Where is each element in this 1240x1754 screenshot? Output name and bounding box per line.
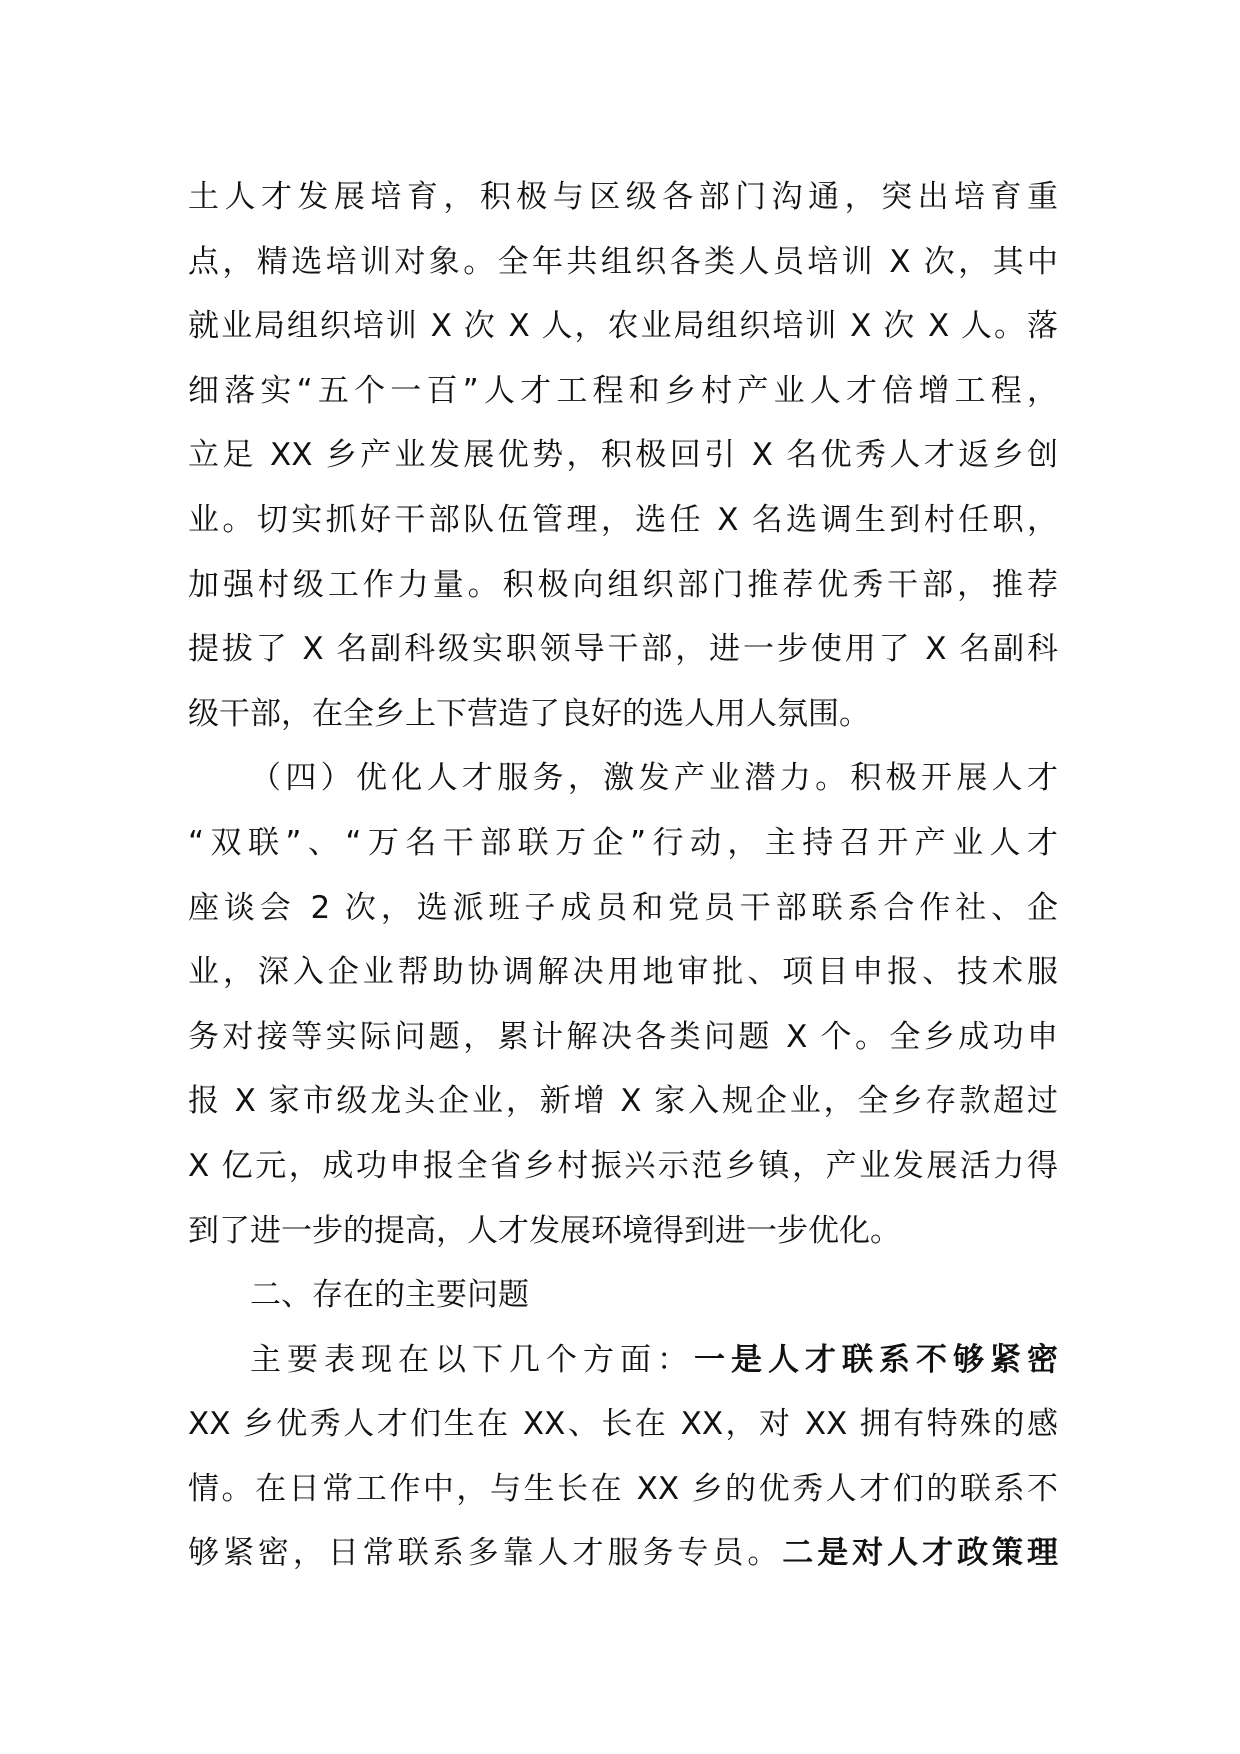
text-bold-heading: 一是人才联系不够紧密 xyxy=(694,1341,1058,1378)
text-line-mixed-2 xyxy=(188,1521,1058,1586)
text-line: 土人才发展培育，积极与区级各部门沟通，突出培育重 xyxy=(188,179,1058,215)
text-line: 点，精选培训对象。全年共组织各类人员培训 X 次，其中 xyxy=(188,243,1058,280)
text-line: 座谈会 2 次，选派班子成员和党员干部联系合作社、企 xyxy=(188,889,1058,926)
text-line: “双联”、“万名干部联万企”行动，主持召开产业人才 xyxy=(188,824,1058,861)
text-line: 细落实“五个一百”人才工程和乡村产业人才倍增工程， xyxy=(188,372,1058,409)
text-line: 级干部，在全乡上下营造了良好的选人用人氛围。 xyxy=(188,695,870,732)
text-line: 就业局组织培训 X 次 X 人，农业局组织培训 X 次 X 人。落 xyxy=(188,308,1058,345)
text-normal: 主要表现在以下几个方面： xyxy=(250,1341,694,1378)
text-line: 业。切实抓好干部队伍管理，选任 X 名选调生到村任职， xyxy=(188,501,1058,538)
text-line: 务对接等实际问题，累计解决各类问题 X 个。全乡成功申 xyxy=(188,1018,1058,1055)
text-line: 情。在日常工作中，与生长在 XX 乡的优秀人才们的联系不 xyxy=(188,1470,1058,1507)
text-line: 加强村级工作力量。积极向组织部门推荐优秀干部，推荐 xyxy=(188,566,1058,603)
text-line: 业，深入企业帮助协调解决用地审批、项目申报、技术服 xyxy=(188,954,1058,991)
text-line: 提拔了 X 名副科级实职领导干部，进一步使用了 X 名副科 xyxy=(188,631,1058,668)
text-line-mixed-1 xyxy=(188,1328,1058,1393)
text-line: XX 乡优秀人才们生在 XX、长在 XX，对 XX 拥有特殊的感 xyxy=(188,1406,1058,1443)
text-bold-heading: 二是对人才政策理 xyxy=(782,1535,1059,1572)
paragraph-block xyxy=(188,165,1058,1328)
document-body xyxy=(188,165,1058,1586)
text-line: 到了进一步的提高，人才发展环境得到进一步优化。 xyxy=(188,1212,901,1249)
text-line: 立足 XX 乡产业发展优势，积极回引 X 名优秀人才返乡创 xyxy=(188,437,1058,474)
text-line: （四）优化人才服务，激发产业潜力。积极开展人才 xyxy=(250,760,1058,797)
text-line: 二、存在的主要问题 xyxy=(250,1277,529,1314)
text-line: X 亿元，成功申报全省乡村振兴示范乡镇，产业发展活力得 xyxy=(188,1147,1058,1184)
text-normal: 够紧密，日常联系多靠人才服务专员。 xyxy=(188,1535,783,1572)
text-line: 报 X 家市级龙头企业，新增 X 家入规企业，全乡存款超过 xyxy=(188,1083,1058,1120)
paragraph-block-continued xyxy=(188,1392,1058,1521)
